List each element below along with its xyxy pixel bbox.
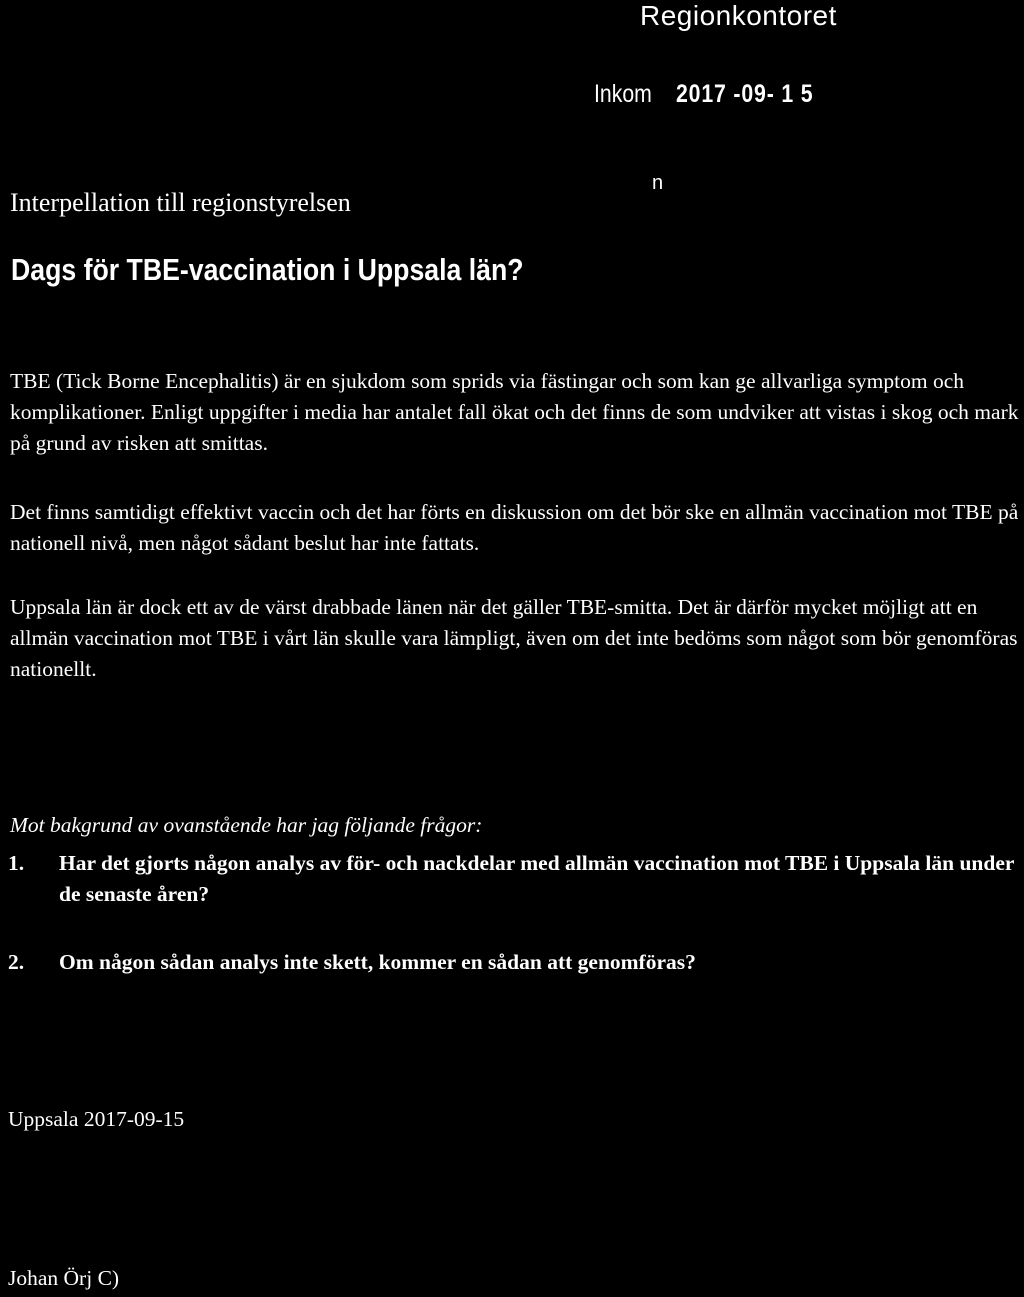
question-text: Har det gjorts någon analys av för- och nackdelar med allmän vaccination mot TBE i Uppsala län under de senaste åren? xyxy=(59,851,1015,906)
document-title: Dags för TBE-vaccination i Uppsala län? xyxy=(11,252,524,287)
question-item xyxy=(8,848,1018,910)
question-number: 1. xyxy=(8,851,25,875)
stamp-received-label: Inkom xyxy=(594,80,652,108)
question-number: 2. xyxy=(8,950,25,974)
stamp-received-date: 2017 -09- 1 5 xyxy=(676,80,814,108)
stamp-mark: n xyxy=(652,172,664,194)
body-paragraph: TBE (Tick Borne Encephalitis) är en sjukdom som sprids via fästingar och som kan ge allvarliga symptom och komplikationer. Enligt uppgifter i media har antalet fall ökat och det finns de som undviker att vistas i skog och mark på grund av risken att smittas. xyxy=(10,369,1019,455)
questions-intro: Mot bakgrund av ovanstående har jag följande frågor: xyxy=(10,813,483,837)
signature: Johan Örj C) xyxy=(8,1266,120,1290)
body-paragraph: Uppsala län är dock ett av de värst drabbade länen när det gäller TBE-smitta. Det är därför mycket möjligt att en allmän vaccination mot TBE i vårt län skulle vara lämpligt, även om det inte bedöms som något som bör genomföras nationellt. xyxy=(10,595,1018,681)
body-paragraph: Det finns samtidigt effektivt vaccin och det har förts en diskussion om det bör ske en allmän vaccination mot TBE på nationell nivå, men något sådant beslut har inte fattats. xyxy=(10,500,1019,555)
question-item xyxy=(8,947,1018,978)
stamp-received-line xyxy=(594,80,838,109)
document-type: Interpellation till regionstyrelsen xyxy=(10,188,351,217)
place-and-date: Uppsala 2017-09-15 xyxy=(8,1107,185,1131)
stamp-office-name: Regionkontoret xyxy=(640,0,837,31)
question-text: Om någon sådan analys inte skett, kommer en sådan att genomföras? xyxy=(59,950,696,974)
